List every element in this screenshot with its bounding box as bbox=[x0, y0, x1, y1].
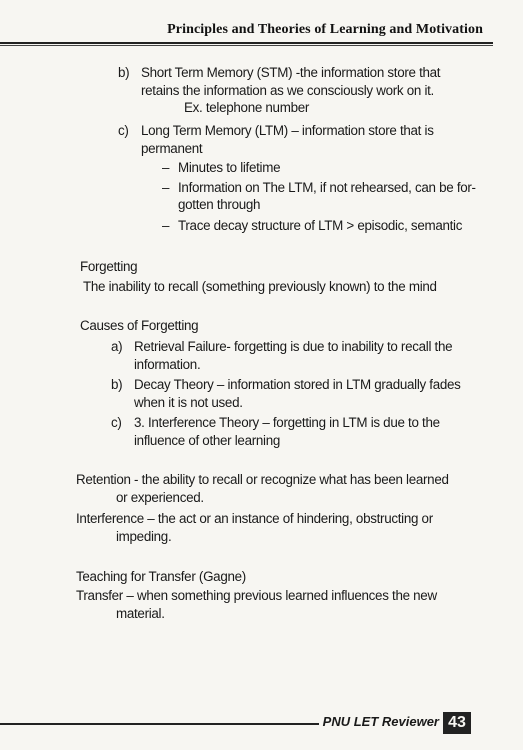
item-line: Decay Theory – information stored in LTM gradually fades bbox=[134, 377, 461, 392]
item-line: influence of other learning bbox=[134, 432, 280, 448]
bullet-item bbox=[162, 159, 482, 177]
forgetting-heading: Forgetting bbox=[80, 259, 138, 274]
transfer-definition bbox=[76, 587, 486, 622]
bullet-list bbox=[162, 159, 482, 234]
item-line: permanent bbox=[141, 140, 203, 156]
bullet-line: Minutes to lifetime bbox=[178, 160, 281, 175]
bullet-line: gotten through bbox=[178, 197, 261, 213]
definition-line: Interference – the act or an instance of hindering, obstructing or bbox=[76, 511, 433, 526]
page-footer bbox=[0, 712, 523, 742]
item-line: retains the information as we consciously work on it. bbox=[141, 82, 434, 98]
running-title: Principles and Theories of Learning and Motivation bbox=[167, 22, 483, 37]
bullet-line: Trace decay structure of LTM > episodic, semantic bbox=[178, 217, 463, 233]
forgetting-definition: The inability to recall (something previously known) to the mind bbox=[83, 279, 437, 294]
bullet-item bbox=[162, 217, 482, 235]
definition-line: material. bbox=[116, 605, 165, 621]
causes-heading: Causes of Forgetting bbox=[80, 318, 199, 333]
page-number: 43 bbox=[443, 712, 471, 734]
interference-definition bbox=[76, 510, 486, 545]
item-example: Ex. telephone number bbox=[184, 100, 310, 116]
item-line: Short Term Memory (STM) -the information store that bbox=[141, 65, 441, 80]
item-line: 3. Interference Theory – forgetting in LTM is due to the bbox=[134, 415, 440, 430]
bullet-line: Information on The LTM, if not rehearsed, can be for- bbox=[178, 179, 476, 195]
bullet-item bbox=[162, 179, 482, 214]
item-line: information. bbox=[134, 356, 201, 372]
item-label: b) bbox=[118, 65, 130, 80]
header-rule bbox=[0, 42, 493, 44]
footer-brand: PNU LET Reviewer bbox=[319, 714, 443, 729]
dash-icon: – bbox=[162, 179, 170, 195]
page-header bbox=[0, 20, 523, 42]
item-label: c) bbox=[118, 123, 129, 138]
definition-line: Retention - the ability to recall or recognize what has been learned bbox=[76, 472, 449, 487]
transfer-heading: Teaching for Transfer (Gagne) bbox=[76, 569, 246, 584]
retention-definition bbox=[76, 471, 486, 506]
definition-line: impeding. bbox=[116, 528, 172, 544]
definition-line: Transfer – when something previous learned influences the new bbox=[76, 588, 437, 603]
item-line: Long Term Memory (LTM) – information store that is bbox=[141, 123, 434, 138]
item-line: when it is not used. bbox=[134, 394, 243, 410]
header-rule-thin bbox=[0, 45, 493, 46]
item-label: b) bbox=[111, 377, 123, 392]
item-line: Retrieval Failure- forgetting is due to inability to recall the bbox=[134, 339, 453, 354]
definition-line: or experienced. bbox=[116, 489, 204, 505]
dash-icon: – bbox=[162, 160, 170, 175]
item-label: c) bbox=[111, 415, 122, 430]
item-label: a) bbox=[111, 339, 123, 354]
dash-icon: – bbox=[162, 217, 170, 233]
